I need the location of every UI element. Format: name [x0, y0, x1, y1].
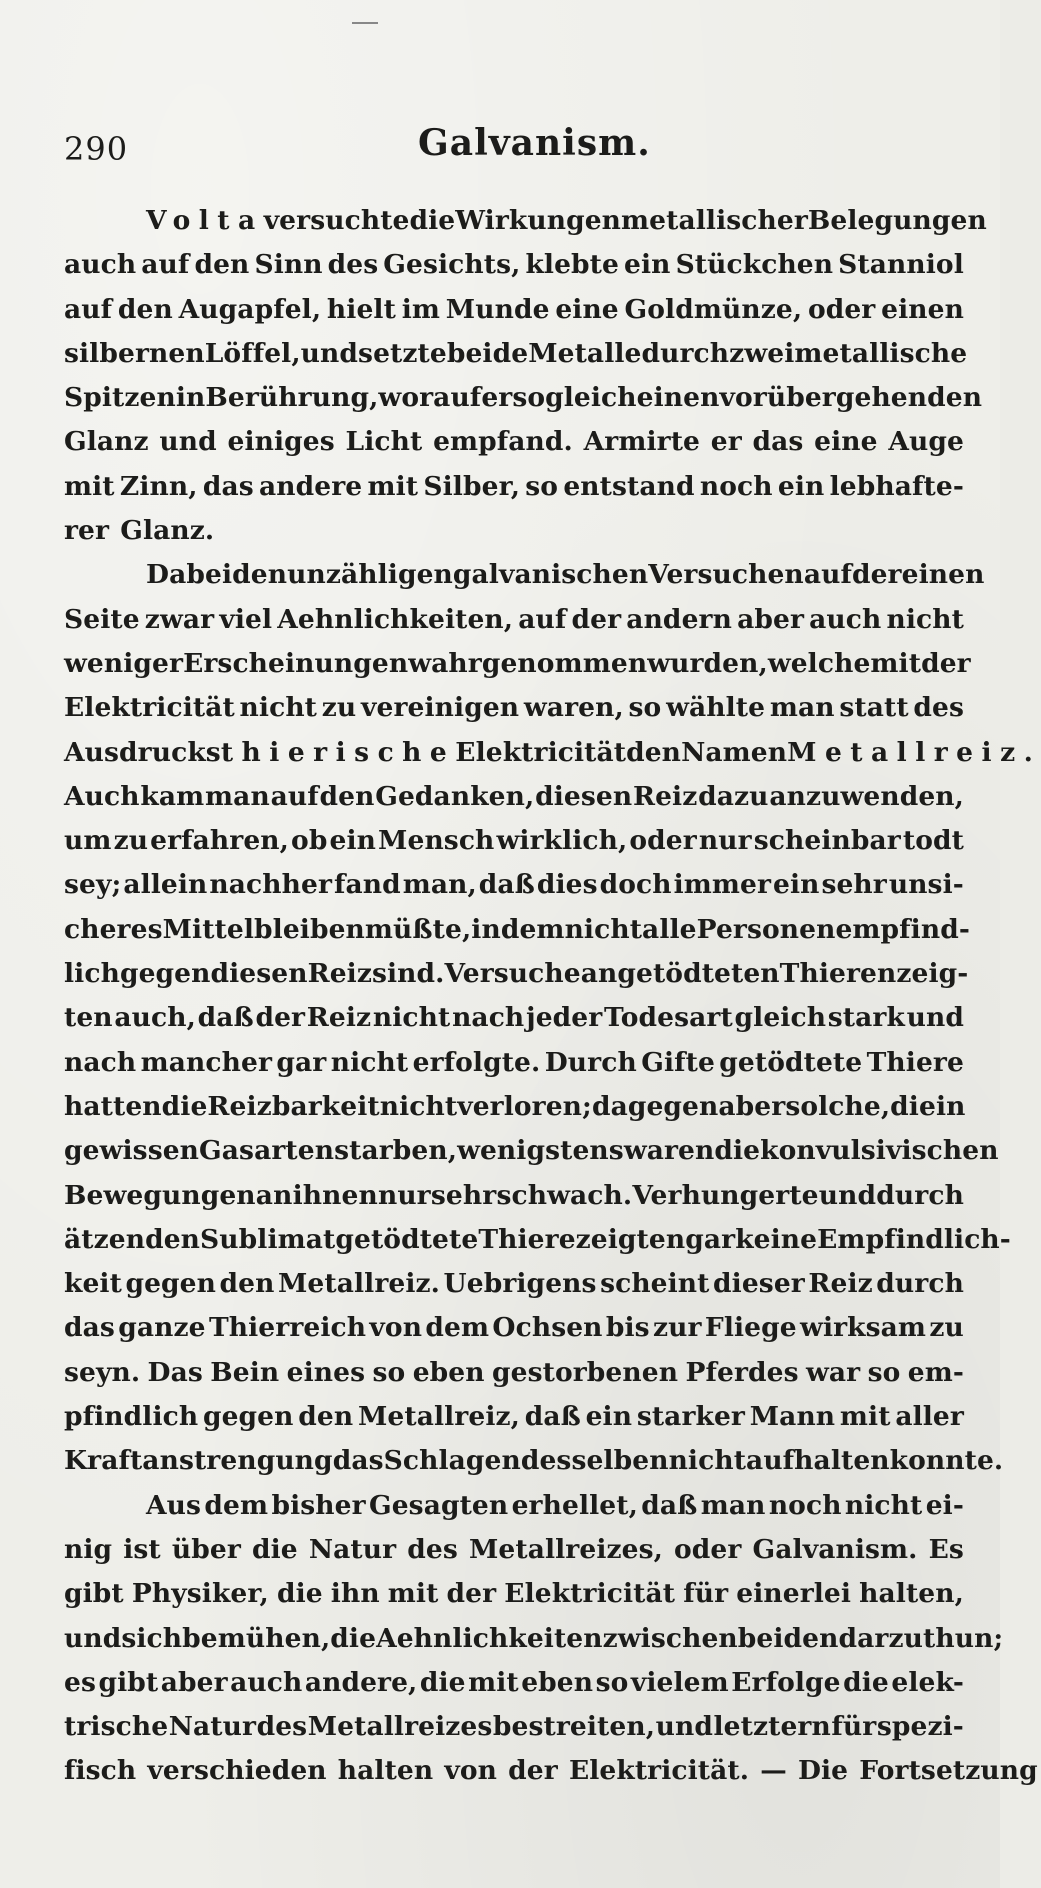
- text-line: nig ist über die Natur des Metallreizes, oder Galvanism. Es: [64, 1533, 964, 1565]
- text-line: gibt Physiker, die ihn mit der Elektricität für einerlei halten,: [64, 1578, 964, 1610]
- text-line: und sich bemühen, die Aehnlichkeiten zwischen beiden darzuthun;: [64, 1622, 1004, 1654]
- text-line: weniger Erscheinungen wahrgenommen wurden, welche mit der: [64, 647, 971, 679]
- text-line: silbernen Löffel, und setzte beide Metalle durch zwei metallische: [64, 337, 968, 369]
- text-line: trische Natur des Metallreizes bestreiten, und letztern für spezi-: [64, 1711, 964, 1743]
- text-line: pfindlich gegen den Metallreiz, daß ein starker Mann mit aller: [64, 1401, 964, 1433]
- text-line: gewissen Gasarten starben, wenigstens waren die konvulsivischen: [64, 1135, 999, 1167]
- text-line: Aus dem bisher Gesagten erhellet, daß man noch nicht ei-: [146, 1489, 964, 1521]
- text-line: seyn. Das Bein eines so eben gestorbenen Pferdes war so em-: [64, 1356, 964, 1388]
- page-number: 290: [64, 130, 129, 168]
- text-line: nach mancher gar nicht erfolgte. Durch Gifte getödtete Thiere: [64, 1046, 964, 1078]
- text-line: auf den Augapfel, hielt im Munde eine Goldmünze, oder einen: [64, 293, 964, 325]
- text-line: sey; allein nachher fand man, daß dies doch immer ein sehr unsi-: [64, 869, 964, 901]
- text-line: lich gegen diesen Reiz sind. Versuche an getödteten Thieren zeig-: [64, 958, 969, 990]
- text-line: es gibt aber auch andere, die mit eben so vielem Erfolge die elek-: [64, 1666, 964, 1698]
- text-line: hatten die Reizbarkeit nicht verloren; dagegen aber solche, die in: [64, 1090, 966, 1122]
- text-line: auch auf den Sinn des Gesichts, klebte ein Stückchen Stanniol: [64, 249, 964, 281]
- text-line: cheres Mittel bleiben müßte, indem nicht alle Personen empfind-: [64, 913, 970, 945]
- page-fold-mark: [352, 22, 378, 24]
- text-line: Da bei den unzähligen galvanischen Versuchen auf der einen: [146, 559, 985, 591]
- text-line: um zu erfahren, ob ein Mensch wirklich, oder nur scheinbar todt: [64, 825, 964, 857]
- text-line: mit Zinn, das andere mit Silber, so entstand noch ein lebhafte-: [64, 470, 964, 502]
- text-line: ätzenden Sublimat getödtete Thiere zeigten gar keine Empfindlich-: [64, 1223, 1011, 1255]
- text-line: ten auch, daß der Reiz nicht nach jeder Todesart gleich stark und: [64, 1002, 964, 1034]
- text-line: rer Glanz.: [64, 515, 215, 547]
- text-line: Spitzen in Berührung, worauf er sogleich einen vorübergehenden: [64, 382, 983, 414]
- body-text: [64, 205, 1041, 1800]
- running-title: Galvanism.: [418, 122, 651, 164]
- text-line: Auch kam man auf den Gedanken, diesen Reiz dazu anzuwenden,: [64, 780, 964, 812]
- text-line: keit gegen den Metallreiz. Uebrigens scheint dieser Reiz durch: [64, 1268, 964, 1300]
- text-line: Bewegungen an ihnen nur sehr schwach. Verhungerte und durch: [64, 1179, 964, 1211]
- text-line: das ganze Thierreich von dem Ochsen bis zur Fliege wirksam zu: [64, 1312, 964, 1344]
- text-line: fisch verschieden halten von der Elektricität. — Die Fortsetzung: [64, 1755, 1038, 1787]
- text-line: Seite zwar viel Aehnlichkeiten, auf der andern aber auch nicht: [64, 603, 964, 635]
- text-line: Volta versuchte die Wirkungen metallischer Belegungen: [146, 205, 987, 236]
- text-line: Kraftanstrengung das Schlagen desselben nicht aufhalten konnte.: [64, 1445, 1004, 1477]
- text-line: Ausdrucks thierische Elektricität den Namen Metallreiz.: [64, 736, 1041, 768]
- text-line: Glanz und einiges Licht empfand. Armirte er das eine Auge: [64, 426, 964, 458]
- text-line: Elektricität nicht zu vereinigen waren, so wählte man statt des: [64, 692, 964, 724]
